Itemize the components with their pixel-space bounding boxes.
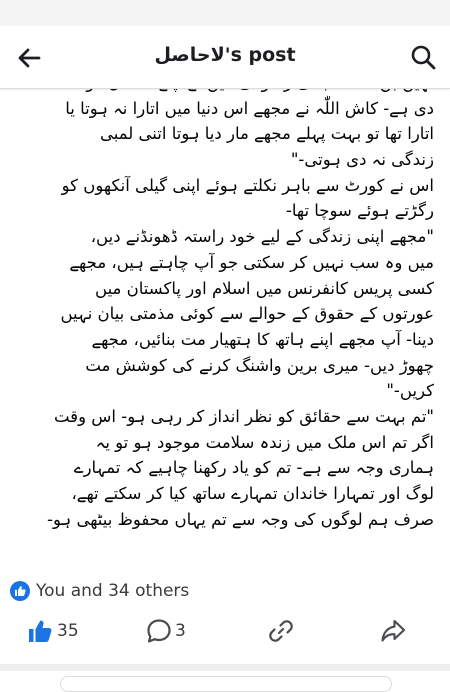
share-link-button[interactable] — [268, 614, 294, 648]
share-arrow-icon — [380, 618, 406, 644]
comment-button[interactable] — [146, 614, 186, 648]
post-text-line: اگر تم اس ملک میں زندہ سلامت موجود ہو تو یہ — [95, 432, 434, 452]
comment-icon — [146, 618, 172, 644]
thumbs-up-icon — [28, 619, 52, 643]
like-count: 35 — [57, 621, 79, 641]
post-text-line: کسی پریس کانفرنس میں اسلام اور پاکستان میں — [95, 278, 434, 298]
search-button[interactable] — [408, 42, 438, 72]
search-icon — [408, 42, 438, 72]
action-bar — [0, 614, 450, 648]
share-button[interactable] — [380, 614, 406, 648]
post-text-line: اس نے کورٹ سے باہر نکلتے ہوئے اپنی گیلی آنکھوں کو — [61, 175, 434, 195]
comment-count: 3 — [175, 621, 186, 641]
comment-input-hint[interactable] — [60, 676, 392, 692]
post-text-line: ہماری وجہ سے ہے- تم کو یاد رکھنا چاہیے کہ تمہارے — [73, 458, 434, 478]
page-title: لاحاصل's post — [154, 44, 296, 66]
post-text-line: صرف ہم لوگوں کی وجہ سے تم یہاں محفوظ بیٹھی ہو- — [47, 509, 434, 529]
post-text-line: دینا- آپ مجھے اپنے ہاتھ کا ہتھیار مت بنائیں، مجھے — [91, 329, 434, 349]
link-icon — [268, 618, 294, 644]
arrow-left-icon — [14, 43, 44, 73]
post-text-line: دی ہے- کاش اللّٰہ نے مجھے اس دنیا میں اتارا نہ ہوتا یا — [65, 98, 434, 118]
post-text-line: چھوڑ دیں- میری برین واشنگ کرنے کی کوشش مت — [85, 355, 434, 375]
post-text-line: کریں-" — [386, 381, 434, 401]
post-text-line: رگڑتے ہوئے سوچا تھا- — [285, 201, 434, 221]
post-text-line: "تم بہت سے حقائق کو نظر انداز کر رہی ہو- اس وقت — [53, 406, 434, 426]
post-text-line: میں وہ سب نہیں کر سکتی جو آپ چاہتے ہیں، مجھے — [69, 252, 434, 272]
post-text-line: اتارا تھا تو بہت پہلے مجھے مار دیا ہوتا اتنی لمبی — [100, 124, 434, 144]
post-body-text — [16, 70, 434, 570]
section-divider — [0, 664, 450, 671]
back-button[interactable] — [14, 43, 44, 73]
like-button[interactable] — [28, 614, 79, 648]
like-badge-icon — [10, 581, 30, 601]
post-text-line: عورتوں کے حقوق کے حوالے سے کوئی مذمتی بیان نہیں — [60, 304, 434, 324]
post-header — [0, 26, 450, 89]
post-text-line: زندگی نہ دی ہوتی-" — [290, 150, 434, 170]
post-text-line: "مجھے اپنی زندگی کے لیے خود راستہ ڈھونڈنے دیں، — [90, 227, 434, 247]
top-strip — [0, 0, 450, 26]
post-text-line: لوگ اور تمہارا خاندان تمہارے ساتھ کیا کر سکتے تھے، — [71, 484, 434, 503]
reactions-summary[interactable] — [10, 578, 189, 604]
reactions-text: You and 34 others — [36, 581, 190, 601]
